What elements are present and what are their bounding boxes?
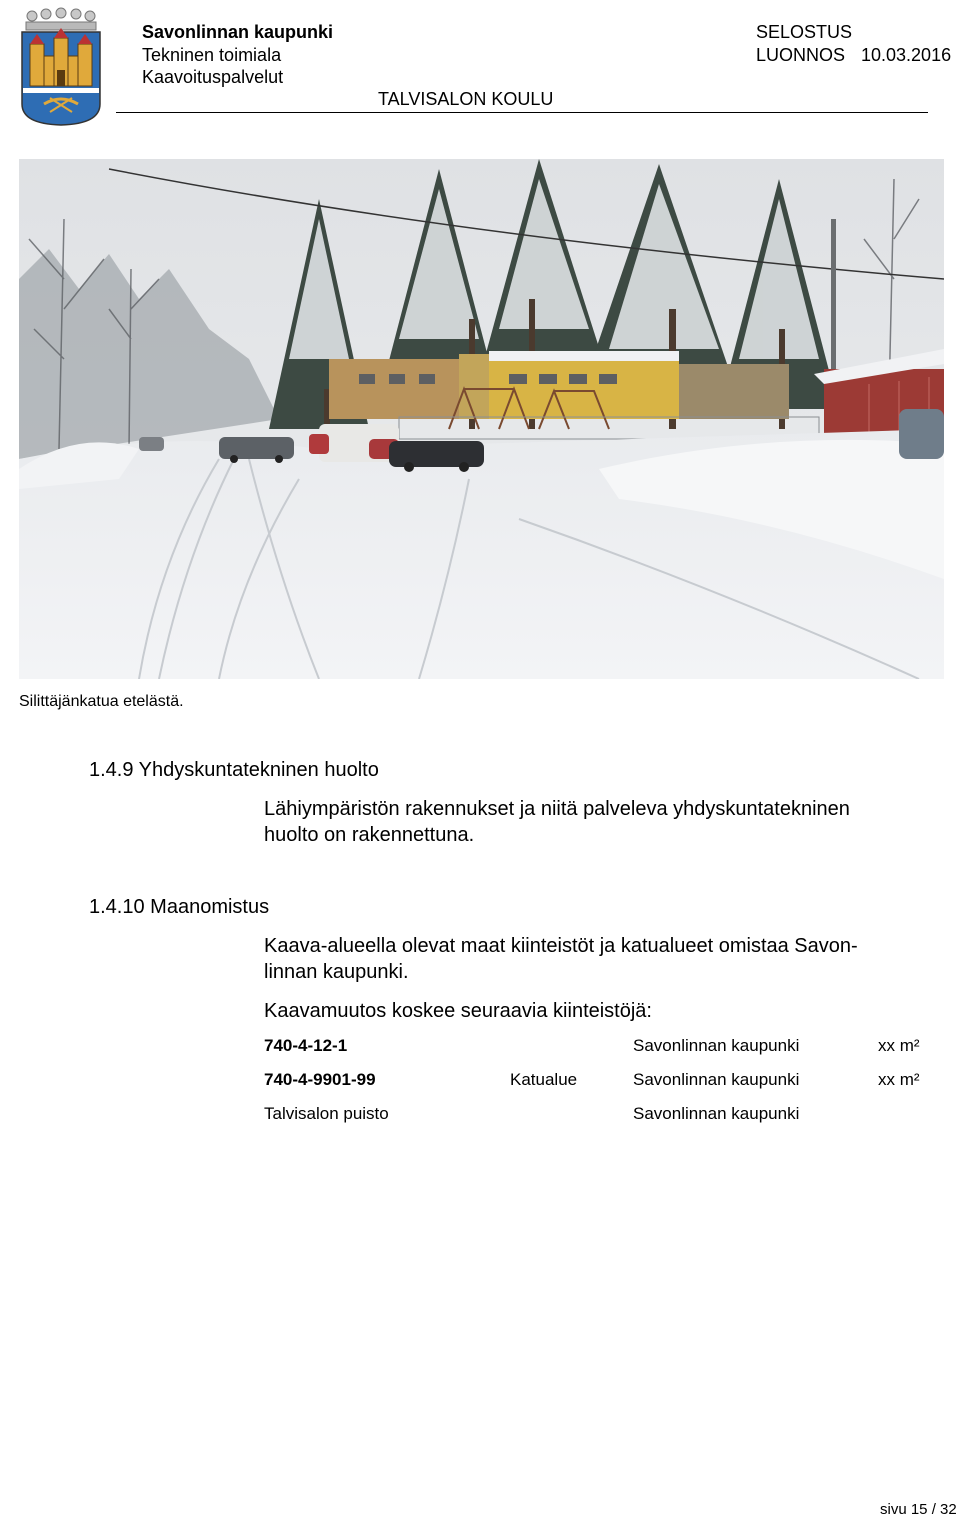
header-organization: Savonlinnan kaupunki (142, 22, 334, 42)
property-owner: Savonlinnan kaupunki (633, 1036, 800, 1055)
section-1-4-10-line: Kaava-alueella olevat maat kiinteistöt ja katualueet omistaa Savon- (264, 935, 858, 957)
photo-caption: Silittäjänkatua etelästä. (19, 693, 184, 710)
section-1-4-10-line: linnan kaupunki. (264, 961, 409, 983)
header-department: Tekninen toimiala (142, 45, 282, 65)
property-area: xx m² (878, 1070, 920, 1089)
header-status: LUONNOS (756, 45, 846, 65)
section-1-4-9-line: huolto on rakennettuna. (264, 824, 475, 846)
section-heading-1-4-10: 1.4.10 Maanomistus (89, 896, 270, 918)
header-unit: Kaavoituspalvelut (142, 67, 284, 87)
property-owner: Savonlinnan kaupunki (633, 1070, 800, 1089)
property-area: xx m² (878, 1036, 920, 1055)
property-id: Talvisalon puisto (264, 1104, 389, 1123)
property-owner: Savonlinnan kaupunki (633, 1104, 800, 1123)
property-id: 740-4-9901-99 (264, 1070, 376, 1089)
header-rule (116, 112, 928, 113)
section-heading-1-4-9: 1.4.9 Yhdyskuntatekninen huolto (89, 759, 379, 781)
header-date: 10.03.2016 (861, 45, 952, 65)
properties-intro: Kaavamuutos koskee seuraavia kiinteistöjä: (264, 1000, 652, 1022)
section-1-4-9-line: Lähiympäristön rakennukset ja niitä palveleva yhdyskuntatekninen (264, 798, 850, 820)
street-photo (19, 159, 944, 679)
page-number: sivu 15 / 32 (880, 1501, 957, 1518)
property-id: 740-4-12-1 (264, 1036, 348, 1055)
coat-of-arms-logo (14, 4, 106, 130)
property-type: Katualue (510, 1070, 578, 1089)
project-title: TALVISALON KOULU (378, 89, 554, 109)
header-document-type: SELOSTUS (756, 22, 853, 42)
